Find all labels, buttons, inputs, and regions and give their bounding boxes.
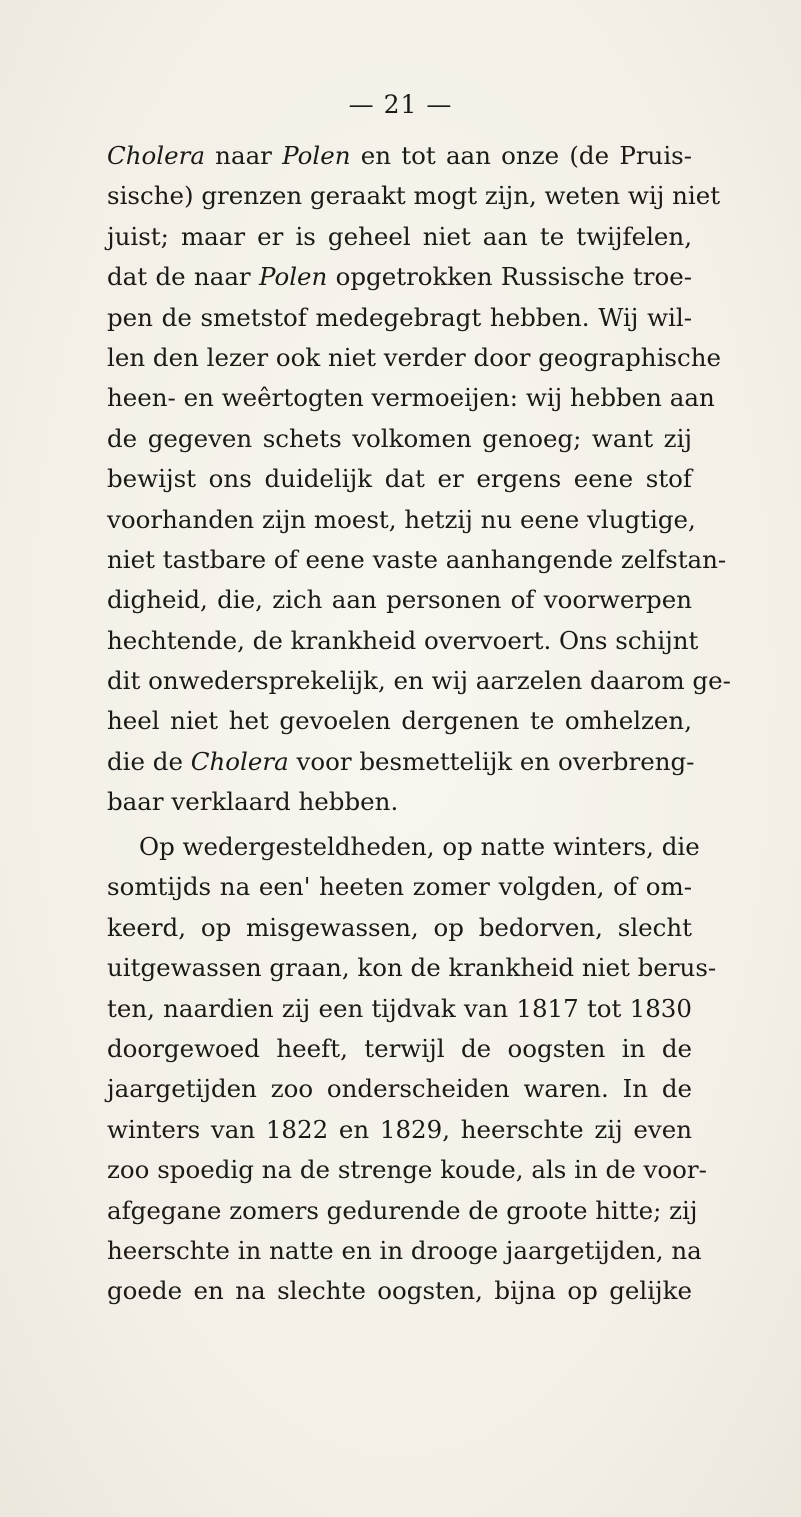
text-line: heen- en weêrtogten vermoeijen: wij hebben aan xyxy=(107,383,715,413)
text-line: heel niet het gevoelen dergenen te omhelzen, xyxy=(107,706,692,736)
text-line: keerd, op misgewassen, op bedorven, slecht xyxy=(107,912,692,942)
paragraph-1 xyxy=(107,136,731,823)
page-number: — 21 — xyxy=(348,90,453,119)
text-line: voorhanden zijn moest, hetzij nu eene vlugtige, xyxy=(107,504,696,534)
text-line: goede en na slechte oogsten, bijna op gelijke xyxy=(107,1276,692,1306)
text-line: Cholera naar Polen en tot aan onze (de Pruis- xyxy=(107,141,693,170)
text-line: dat de naar Polen opgetrokken Russische troe- xyxy=(107,262,692,292)
text-line: sische) grenzen geraakt mogt zijn, weten wij niet xyxy=(107,181,721,211)
text-line: die de Cholera voor besmettelijk en overbreng- xyxy=(107,746,695,776)
text-line: zoo spoedig na de strenge koude, als in de voor- xyxy=(107,1155,707,1185)
text-line: bewijst ons duidelijk dat er ergens eene stof xyxy=(107,464,692,494)
text-line: winters van 1822 en 1829, heerschte zij even xyxy=(107,1114,692,1144)
text-line: doorgewoed heeft, terwijl de oogsten in de xyxy=(107,1033,692,1063)
text-line: de gegeven schets volkomen genoeg; want zij xyxy=(107,423,692,453)
text-line: len den lezer ook niet verder door geographische xyxy=(107,342,721,372)
text-line: Op wedergesteldheden, op natte winters, die xyxy=(139,832,700,861)
text-line: heerschte in natte en in drooge jaargetijden, na xyxy=(107,1235,702,1265)
text-line: hechtende, de krankheid overvoert. Ons schijnt xyxy=(107,625,699,655)
text-line: somtijds na een' heeten zomer volgden, of om- xyxy=(107,872,692,902)
text-line: afgegane zomers gedurende de groote hitte; zij xyxy=(107,1195,698,1225)
text-line: jaargetijden zoo onderscheiden waren. In de xyxy=(107,1074,692,1104)
text-line: baar verklaard hebben. xyxy=(107,787,399,817)
text-line: uitgewassen graan, kon de krankheid niet berus- xyxy=(107,953,717,983)
text-line: niet tastbare of eene vaste aanhangende zelfstan- xyxy=(107,544,727,574)
text-line: juist; maar er is geheel niet aan te twijfelen, xyxy=(107,221,692,251)
text-line: dit onwedersprekelijk, en wij aarzelen daarom ge- xyxy=(107,666,731,696)
text-line: digheid, die, zich aan personen of voorwerpen xyxy=(107,585,692,615)
text-line: ten, naardien zij een tijdvak van 1817 tot 1830 xyxy=(107,993,692,1023)
text-line: pen de smetstof medegebragt hebben. Wij wil- xyxy=(107,302,692,332)
paragraph-2 xyxy=(107,827,717,1312)
